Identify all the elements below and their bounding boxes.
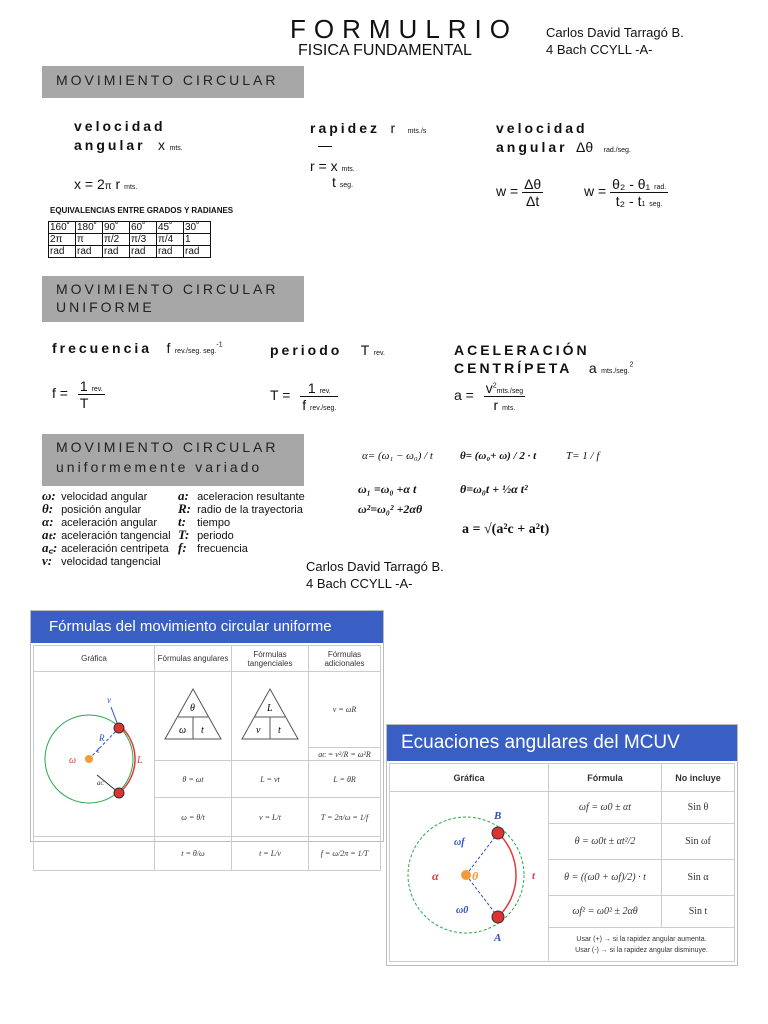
tri-ang-top: θ: [190, 703, 195, 715]
table-row: 160˚ 180˚ 90˚ 60˚ 45˚ 30˚: [49, 222, 211, 234]
diagram-label-t: t: [97, 745, 100, 755]
equivalencias-title: EQUIVALENCIAS ENTRE GRADOS Y RADIANES: [50, 206, 234, 215]
rapidez-unit: mts./s: [407, 128, 427, 135]
tri-tan-right: t: [278, 725, 281, 737]
frecuencia-block: frecuencia f rev./seg. seg.$^{-1}$: [52, 340, 223, 356]
diagram-label-theta: θ: [472, 869, 479, 883]
mcu-diagram: [39, 673, 149, 833]
diagram-label-R: R: [99, 733, 105, 743]
eq-accel: a = √(a²c + a²t): [462, 522, 550, 537]
aceleracion-block: ACELERACIÓN CENTRÍPETA a mts./seg.$^2$: [454, 342, 634, 376]
list-item: ω: velocidad angular: [42, 488, 148, 503]
table-row: Gráfica Fórmula No incluye: [390, 764, 735, 792]
eq-period: T= 1 / f: [566, 450, 600, 462]
table-row: rad rad rad rad rad rad: [49, 246, 211, 258]
w-eq-1: w = $\frac{\Delta\theta}{\Delta t}$: [496, 176, 542, 209]
diagram-label-B: B: [494, 810, 502, 822]
table-row: θ = ((ω0 + ωf)/2) · t Sin α: [390, 860, 735, 896]
card-mcu-title: Fórmulas del movimiento circular uniforme: [31, 611, 383, 643]
legend-right: [178, 490, 305, 555]
vel-angular2-label-1: velocidad: [496, 120, 588, 136]
page-subtitle: FISICA FUNDAMENTAL: [298, 42, 472, 59]
diagram-label-A: A: [494, 932, 502, 944]
vel-angular2-label-2: angular: [496, 139, 568, 155]
rapidez-label: rapidez: [310, 120, 381, 136]
section-mcu: MOVIMIENTO CIRCULAR UNIFORME: [42, 276, 304, 322]
author-name: Carlos David Tarragó B.: [546, 25, 684, 40]
card-mcuv-title: Ecuaciones angulares del MCUV: [387, 725, 737, 761]
author-block-bottom: Carlos David Tarragó B. 4 Bach CCYLL -A-: [306, 559, 444, 591]
vel-angular-label-2: angular: [74, 137, 146, 153]
table-row: t = θ/ω t = L/v f = ω/2π = 1/T: [34, 837, 381, 871]
table-row: θ = ωt L = vt L = θR: [34, 761, 381, 798]
mcuv-diagram: [394, 795, 544, 955]
rapidez-bar: [318, 146, 332, 147]
diagram-label-v: v: [107, 695, 111, 705]
list-item: t: tiempo: [178, 514, 231, 529]
card-mcu-table: [33, 645, 381, 871]
card-mcuv-diagram-cell: [390, 792, 549, 962]
eq-theta: θ= (ω₀+ ω) / 2 · t: [460, 450, 537, 462]
w-eq-2: w = $\frac{\text{θ₂ - θ₁ rad.}}{\text{t₂ - t1 seg.}}$: [584, 176, 667, 209]
vel-angular-eq: x = 2π r mts.: [74, 176, 138, 192]
card-mcu-diagram-cell: [34, 672, 155, 837]
vel-angular-label-1: velocidad: [74, 118, 166, 134]
list-item: a꜀: aceleración centripeta: [42, 540, 169, 555]
table-row: v t R ω L aᴄ θ ω t L v t v = ωR: [34, 672, 381, 748]
section-mcuv: MOVIMIENTO CIRCULAR uniformemente variado: [42, 434, 304, 486]
vel-angular-block: [74, 118, 183, 155]
rapidez-var: r: [390, 120, 396, 136]
legend-left: [42, 490, 171, 568]
eq-alpha: α= (ω₁ − ω₀) / t: [362, 450, 433, 462]
aceleracion-eq: a = $\frac{v^2mts./seg}{\text{r mts.}}$: [454, 380, 524, 413]
author-class: 4 Bach CCYLL -A-: [546, 42, 653, 57]
diagram-label-w0: ω0: [456, 905, 469, 916]
list-item: v: velocidad tangencial: [42, 553, 161, 568]
diagram-label-w: ω: [69, 755, 77, 766]
card-mcu: [30, 610, 384, 858]
rapidez-eq: r = x mts.: [310, 158, 355, 174]
triangle-tangential: [232, 672, 309, 761]
frecuencia-eq: f = $\frac{\text{1 rev.}}{T}$: [52, 378, 103, 411]
vel-angular2-unit: rad./seg.: [603, 147, 631, 154]
list-item: α: aceleración angular: [42, 514, 158, 529]
section-mc: MOVIMIENTO CIRCULAR: [42, 66, 304, 98]
diagram-label-L: L: [137, 755, 143, 766]
page-title: FORMULRIO: [290, 14, 518, 44]
eq-omega: ω₁ =ω₀ +α t: [358, 482, 417, 496]
table-row: Gráfica Fórmulas angulares Fórmulas tangenciales Fórmulas adicionales: [34, 646, 381, 672]
list-item: T: periodo: [178, 527, 234, 542]
vel-angular-unit: mts.: [169, 145, 183, 152]
periodo-block: periodo T rev.: [270, 342, 385, 358]
rapidez-block: [310, 120, 426, 138]
tri-ang-right: t: [201, 725, 204, 737]
list-item: R: radio de la trayectoria: [178, 501, 303, 516]
card-mcuv: [386, 724, 738, 966]
list-item: f: frecuencia: [178, 540, 248, 555]
table-row: B A ωf ω0 α θ t ωf = ω0 ± αt Sin θ: [390, 792, 735, 824]
tri-tan-top: L: [267, 703, 273, 715]
diagram-label-ac: aᴄ: [97, 779, 104, 787]
diagram-label-wf: ωf: [454, 837, 465, 848]
vel-angular-var: x: [158, 137, 166, 153]
vel-angular2-block: [496, 120, 631, 157]
card-mcuv-note: Usar (+) → si la rapidez angular aumenta. Usar (-) → si la rapidez angular disminuye.: [549, 928, 735, 962]
tri-ang-left: ω: [179, 725, 187, 737]
table-row: aᴄ = v²/R = ω²R: [34, 747, 381, 761]
table-row: ω = θ/t v = L/t T = 2π/ω = 1/f: [34, 798, 381, 837]
eq-theta2: θ=ω₀t + ½α t²: [460, 482, 528, 496]
equivalencias-table: [48, 221, 211, 258]
card-mcuv-table: [389, 763, 735, 962]
diagram-label-t: t: [532, 870, 536, 882]
eq-omega2: ω²=ω₀² +2αθ: [358, 502, 423, 516]
diagram-label-alpha: α: [432, 869, 439, 883]
table-row: 2π π π/2 π/3 π/4 1: [49, 234, 211, 246]
author-block: [546, 24, 684, 58]
periodo-eq: T = $\frac{\text{1 rev.}}{\text{f rev./seg.}}$: [270, 380, 337, 413]
list-item: a: aceleracion resultante: [178, 488, 305, 503]
triangle-angular: [155, 672, 232, 761]
table-row: ωf² = ω0² ± 2αθ Sin t: [390, 896, 735, 928]
rapidez-den: t seg.: [332, 174, 354, 190]
list-item: aₜ: aceleración tangencial: [42, 527, 171, 542]
list-item: θ: posición angular: [42, 501, 142, 516]
tri-tan-left: v: [256, 725, 261, 737]
table-row: θ = ω0t ± αt²/2 Sin ωf: [390, 824, 735, 860]
vel-angular2-var: Δθ: [576, 139, 594, 155]
